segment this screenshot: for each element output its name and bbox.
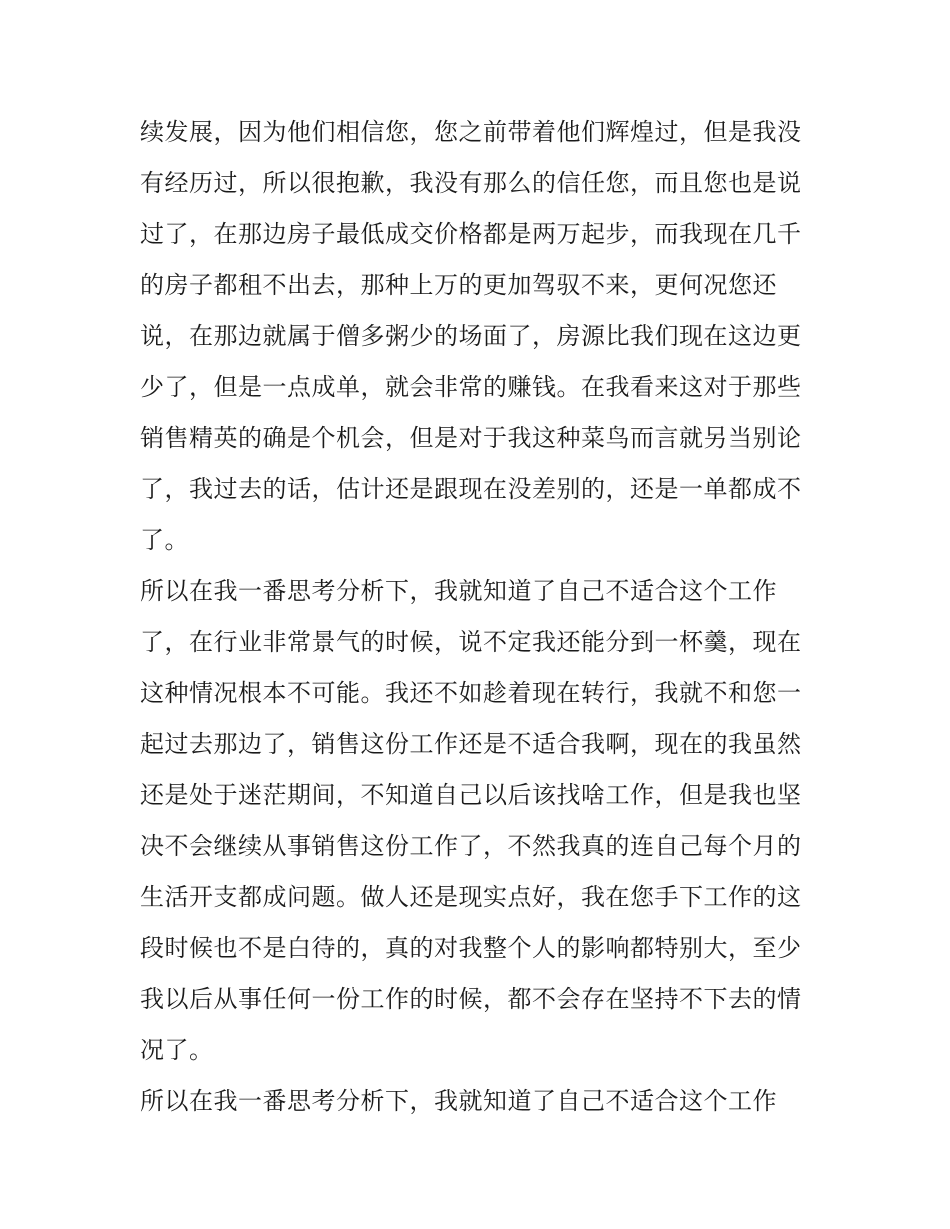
text-line: 销售精英的确是个机会，但是对于我这种菜鸟而言就另当别论 (140, 424, 802, 452)
text-line: 所以在我一番思考分析下，我就知道了自己不适合这个工作 (140, 1087, 777, 1115)
text-line: 了，我过去的话，估计还是跟现在没差别的，还是一单都成不 (140, 475, 802, 503)
text-line: 的房子都租不出去，那种上万的更加驾驭不来，更何况您还 (140, 271, 777, 299)
body-text (140, 107, 820, 1127)
text-line: 了，在行业非常景气的时候，说不定我还能分到一杯羹，现在 (140, 628, 802, 656)
text-line: 所以在我一番思考分析下，我就知道了自己不适合这个工作 (140, 577, 777, 605)
text-line: 过了，在那边房子最低成交价格都是两万起步，而我现在几千 (140, 220, 802, 248)
text-line: 还是处于迷茫期间，不知道自己以后该找啥工作，但是我也坚 (140, 781, 802, 809)
text-line: 了。 (140, 526, 189, 554)
text-line: 续发展，因为他们相信您，您之前带着他们辉煌过，但是我没 (140, 118, 802, 146)
text-line: 这种情况根本不可能。我还不如趁着现在转行，我就不和您一 (140, 679, 802, 707)
text-line: 少了，但是一点成单，就会非常的赚钱。在我看来这对于那些 (140, 373, 802, 401)
text-line: 有经历过，所以很抱歉，我没有那么的信任您，而且您也是说 (140, 169, 802, 197)
text-line: 我以后从事任何一份工作的时候，都不会存在坚持不下去的情 (140, 985, 802, 1013)
text-line: 段时候也不是白待的，真的对我整个人的影响都特别大，至少 (140, 934, 802, 962)
text-line: 生活开支都成问题。做人还是现实点好，我在您手下工作的这 (140, 883, 802, 911)
text-line: 况了。 (140, 1036, 214, 1064)
text-line: 说，在那边就属于僧多粥少的场面了，房源比我们现在这边更 (140, 322, 802, 350)
text-line: 决不会继续从事销售这份工作了，不然我真的连自己每个月的 (140, 832, 802, 860)
text-line: 起过去那边了，销售这份工作还是不适合我啊，现在的我虽然 (140, 730, 802, 758)
